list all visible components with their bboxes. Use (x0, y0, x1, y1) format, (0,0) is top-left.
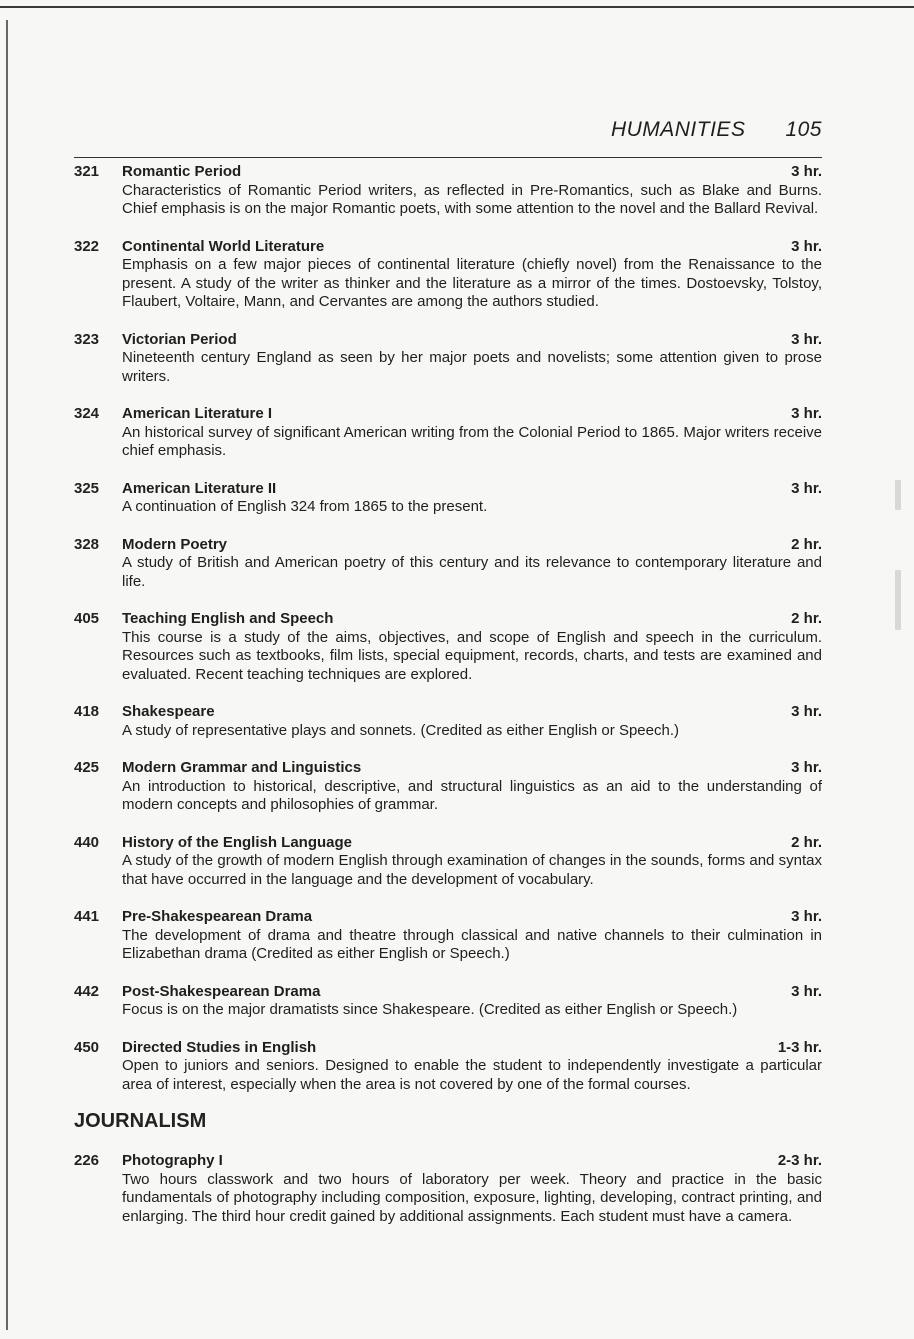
course-entry (74, 1152, 822, 1226)
course-title: Pre-Shakespearean Drama (122, 908, 313, 925)
top-border-rule (0, 6, 914, 8)
course-entry (74, 405, 822, 461)
course-hours: 3 hr. (791, 237, 822, 255)
course-hours: 3 hr. (791, 163, 822, 180)
course-description: Emphasis on a few major pieces of continental literature (chiefly novel) from the Renaissance to the present. A study of the writer as thinker and the literature as a mirror of the times. Dostoevsky, Tolstoy, Flaubert, Voltaire, Mann, and Cervantes are among the authors studied. (122, 256, 822, 310)
course-number: 405 (74, 610, 100, 627)
course-hours: 2-3 hr. (777, 1152, 822, 1169)
course-hours: 2 hr. (791, 833, 822, 851)
course-hours: 3 hr. (791, 982, 822, 1000)
course-description: Focus is on the major dramatists since Shakespeare. (Credited as either English or Speech.) (122, 1001, 738, 1018)
section-heading-journalism: JOURNALISM (74, 1110, 207, 1132)
course-number: 328 (74, 535, 100, 553)
course-entry (74, 703, 822, 740)
course-title: Teaching English and Speech (122, 610, 334, 627)
course-description: A study of representative plays and sonnets. (Credited as either English or Speech.) (122, 721, 679, 739)
course-hours: 3 hr. (791, 908, 822, 925)
course-entry (74, 610, 822, 684)
course-title: Photography I (122, 1152, 223, 1169)
left-page-edge (6, 20, 8, 1330)
course-description: A study of the growth of modern English through examination of changes in the sounds, forms and syntax that have occurred in the language and the development of vocabulary. (122, 852, 822, 888)
course-description: Open to juniors and seniors. Designed to enable the student to independently investigate a particular area of interest, especially when the area is not covered by one of the formal courses. (122, 1057, 822, 1093)
course-hours: 2 hr. (791, 610, 822, 627)
course-title: Continental World Literature (122, 237, 325, 255)
course-number: 226 (74, 1152, 100, 1169)
page-number: 105 (785, 118, 822, 141)
course-description: A continuation of English 324 from 1865 to the present. (122, 498, 488, 515)
course-number: 321 (74, 163, 100, 180)
course-number: 441 (74, 908, 100, 925)
scan-smudge (895, 480, 901, 510)
course-entry (74, 331, 822, 387)
course-description: Two hours classwork and two hours of laboratory per week. Theory and practice in the basic fundamentals of photography including composition, exposure, lighting, developing, contract printing, and enlarging. The third hour credit gained by additional assignments. Each student must have a camera. (122, 1170, 822, 1225)
course-title: American Literature II (122, 479, 277, 497)
course-description: The development of drama and theatre through classical and native channels to their culmination in Elizabethan drama (Credited as either English or Speech.) (122, 926, 822, 962)
course-entry (74, 536, 822, 592)
course-entry (74, 163, 822, 219)
course-hours: 3 hr. (791, 759, 822, 776)
course-title: Victorian Period (122, 330, 237, 348)
course-number: 425 (74, 759, 100, 776)
course-hours: 2 hr. (791, 535, 822, 553)
course-number: 450 (74, 1038, 100, 1056)
course-title: Post-Shakespearean Drama (122, 982, 321, 1000)
course-number: 323 (74, 330, 100, 348)
course-number: 442 (74, 982, 100, 1000)
course-title: History of the English Language (122, 833, 353, 851)
scan-smudge (895, 570, 901, 630)
course-title: Directed Studies in English (122, 1038, 317, 1056)
course-list (74, 163, 822, 1226)
course-entry (74, 908, 822, 964)
course-hours: 1-3 hr. (777, 1038, 822, 1056)
course-description: An introduction to historical, descriptive, and structural linguistics as an aid to the understanding of modern concepts and philosophies of grammar. (122, 777, 822, 813)
header-rule (74, 157, 822, 158)
course-description: This course is a study of the aims, objectives, and scope of English and speech in the curriculum. Resources such as textbooks, film lists, special equipment, records, charts, and tests are examined and evaluated. Recent teaching techniques are explored. (122, 628, 822, 683)
course-description: A study of British and American poetry of this century and its relevance to contemporary literature and life. (122, 554, 822, 590)
course-title: American Literature I (122, 405, 273, 422)
course-number: 418 (74, 703, 100, 720)
course-hours: 3 hr. (791, 479, 822, 497)
course-entry (74, 238, 822, 312)
course-hours: 3 hr. (791, 330, 822, 348)
course-title: Modern Poetry (122, 535, 228, 553)
course-entry (74, 834, 822, 890)
course-number: 440 (74, 833, 100, 851)
course-description: Nineteenth century England as seen by her major poets and novelists; some attention given to prose writers. (122, 349, 822, 385)
course-hours: 3 hr. (791, 405, 822, 422)
course-entry (74, 983, 822, 1020)
course-number: 324 (74, 405, 100, 422)
section-title: HUMANITIES (610, 118, 746, 141)
course-hours: 3 hr. (791, 703, 822, 720)
course-entry (74, 1039, 822, 1095)
course-description: An historical survey of significant American writing from the Colonial Period to 1865. Major writers receive chief emphasis. (122, 423, 822, 459)
course-title: Modern Grammar and Linguistics (122, 759, 362, 776)
course-entry (74, 480, 822, 517)
course-entry (74, 759, 822, 815)
course-description: Characteristics of Romantic Period writers, as reflected in Pre-Romantics, such as Blake and Burns. Chief emphasis is on the major Romantic poets, with some attention to the novel and the Ballard Revival. (122, 181, 822, 217)
course-title: Shakespeare (122, 703, 215, 720)
course-title: Romantic Period (122, 163, 242, 180)
course-number: 322 (74, 237, 100, 255)
course-number: 325 (74, 479, 100, 497)
running-header (600, 118, 822, 142)
